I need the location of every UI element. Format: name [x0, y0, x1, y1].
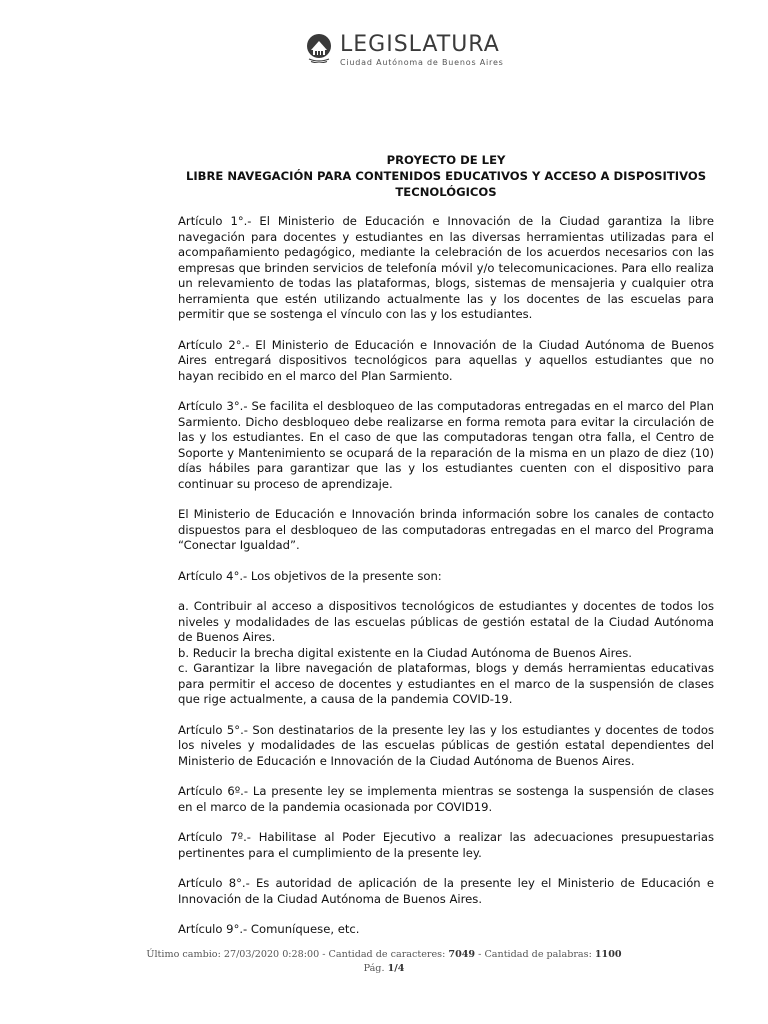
footer-stats: [0, 948, 768, 962]
last-change-label: Último cambio: 27/03/2020 0:28:00 - Cantidad de caracteres:: [146, 949, 446, 960]
article-7: Artículo 7º.- Habilitase al Poder Ejecutivo a realizar las adecuaciones presupuestarias pertinentes para el cumplimiento de la presente ley.: [178, 830, 714, 860]
objective-b: b. Reducir la brecha digital existente en la Ciudad Autónoma de Buenos Aires.: [178, 645, 632, 660]
document-body: [178, 152, 714, 953]
page-indicator: [0, 962, 768, 976]
legislatura-logo: [304, 33, 504, 67]
word-count-label: - Cantidad de palabras:: [478, 949, 592, 960]
title-line-2: LIBRE NAVEGACIÓN PARA CONTENIDOS EDUCATIVOS Y ACCESO A DISPOSITIVOS: [185, 169, 707, 183]
article-3: Artículo 3°.- Se facilita el desbloqueo de las computadoras entregadas en el marco del Plan Sarmiento. Dicho desbloqueo debe realizarse en forma remota para evitar la circulación de las y los estudiantes. En el caso de que las computadoras tengan otra falla, el Centro de Soporte y Mantenimiento se ocupará de la reparación de la misma en un plazo de diez (10) días hábiles para garantizar que las y los estudiantes cuenten con el dispositivo para continuar su proceso de aprendizaje.: [178, 399, 714, 491]
article-6: Artículo 6º.- La presente ley se implementa mientras se sostenga la suspensión de clases en el marco de la pandemia ocasionada por COVID19.: [178, 784, 714, 814]
article-3-note: El Ministerio de Educación e Innovación brinda información sobre los canales de contacto dispuestos para el desbloqueo de las computadoras entregadas en el marco del Programa “Conectar Igualdad”.: [178, 507, 714, 552]
article-8: Artículo 8°.- Es autoridad de aplicación de la presente ley el Ministerio de Educación e Innovación de la Ciudad Autónoma de Buenos Aires.: [178, 876, 714, 906]
objective-c: c. Garantizar la libre navegación de plataformas, blogs y demás herramientas educativas para permitir el acceso de docentes y estudiantes en el marco de la suspensión de clases que rige actualmente, a causa de la pandemia COVID-19.: [178, 661, 714, 706]
article-5: Artículo 5°.- Son destinatarios de la presente ley las y los estudiantes y docentes de todos los niveles y modalidades de las escuelas públicas de gestión estatal dependientes del Ministerio de Educación e Innovación de la Ciudad Autónoma de Buenos Aires.: [178, 722, 714, 768]
page-footer: [0, 948, 768, 976]
logo-subtitle: Ciudad Autónoma de Buenos Aires: [340, 58, 504, 67]
word-count: 1100: [594, 949, 622, 960]
title-line-1: PROYECTO DE LEY: [386, 153, 506, 167]
document-heading: [178, 152, 714, 200]
article-1: Artículo 1°.- El Ministerio de Educación e Innovación de la Ciudad garantiza la libre navegación para docentes y estudiantes en las diversas herramientas utilizadas para el acompañamiento pedagógico, mediante la celebración de los acuerdos necesarios con las empresas que brinden servicios de telefonía móvil y/o telecomunicaciones. Para ello realiza un relevamiento de todas las plataformas, blogs, sistemas de mensajeria y cualquier otra herramienta que estén utilizando actualmente las y los docentes de las escuelas para permitir que se sostenga el vínculo con las y los estudiantes.: [178, 214, 714, 321]
char-count: 7049: [448, 949, 476, 960]
legislature-building-icon: [304, 33, 334, 63]
article-2: Artículo 2°.- El Ministerio de Educación e Innovación de la Ciudad Autónoma de Buenos Aires entregará dispositivos tecnológicos para aquellas y aquellos estudiantes que no hayan recibido en el marco del Plan Sarmiento.: [178, 337, 714, 383]
page-number: 1/4: [387, 963, 405, 974]
title-line-3: TECNOLÓGICOS: [395, 185, 497, 199]
logo-title: LEGISLATURA: [340, 32, 500, 57]
page-label: Pág.: [363, 963, 385, 974]
article-4: Artículo 4°.- Los objetivos de la presente son:: [178, 568, 442, 583]
objective-a: a. Contribuir al acceso a dispositivos tecnológicos de estudiantes y docentes de todos los niveles y modalidades de las escuelas públicas de gestión estatal de la Ciudad Autónoma de Buenos Aires.: [178, 599, 714, 644]
article-9: Artículo 9°.- Comuníquese, etc.: [178, 922, 360, 936]
